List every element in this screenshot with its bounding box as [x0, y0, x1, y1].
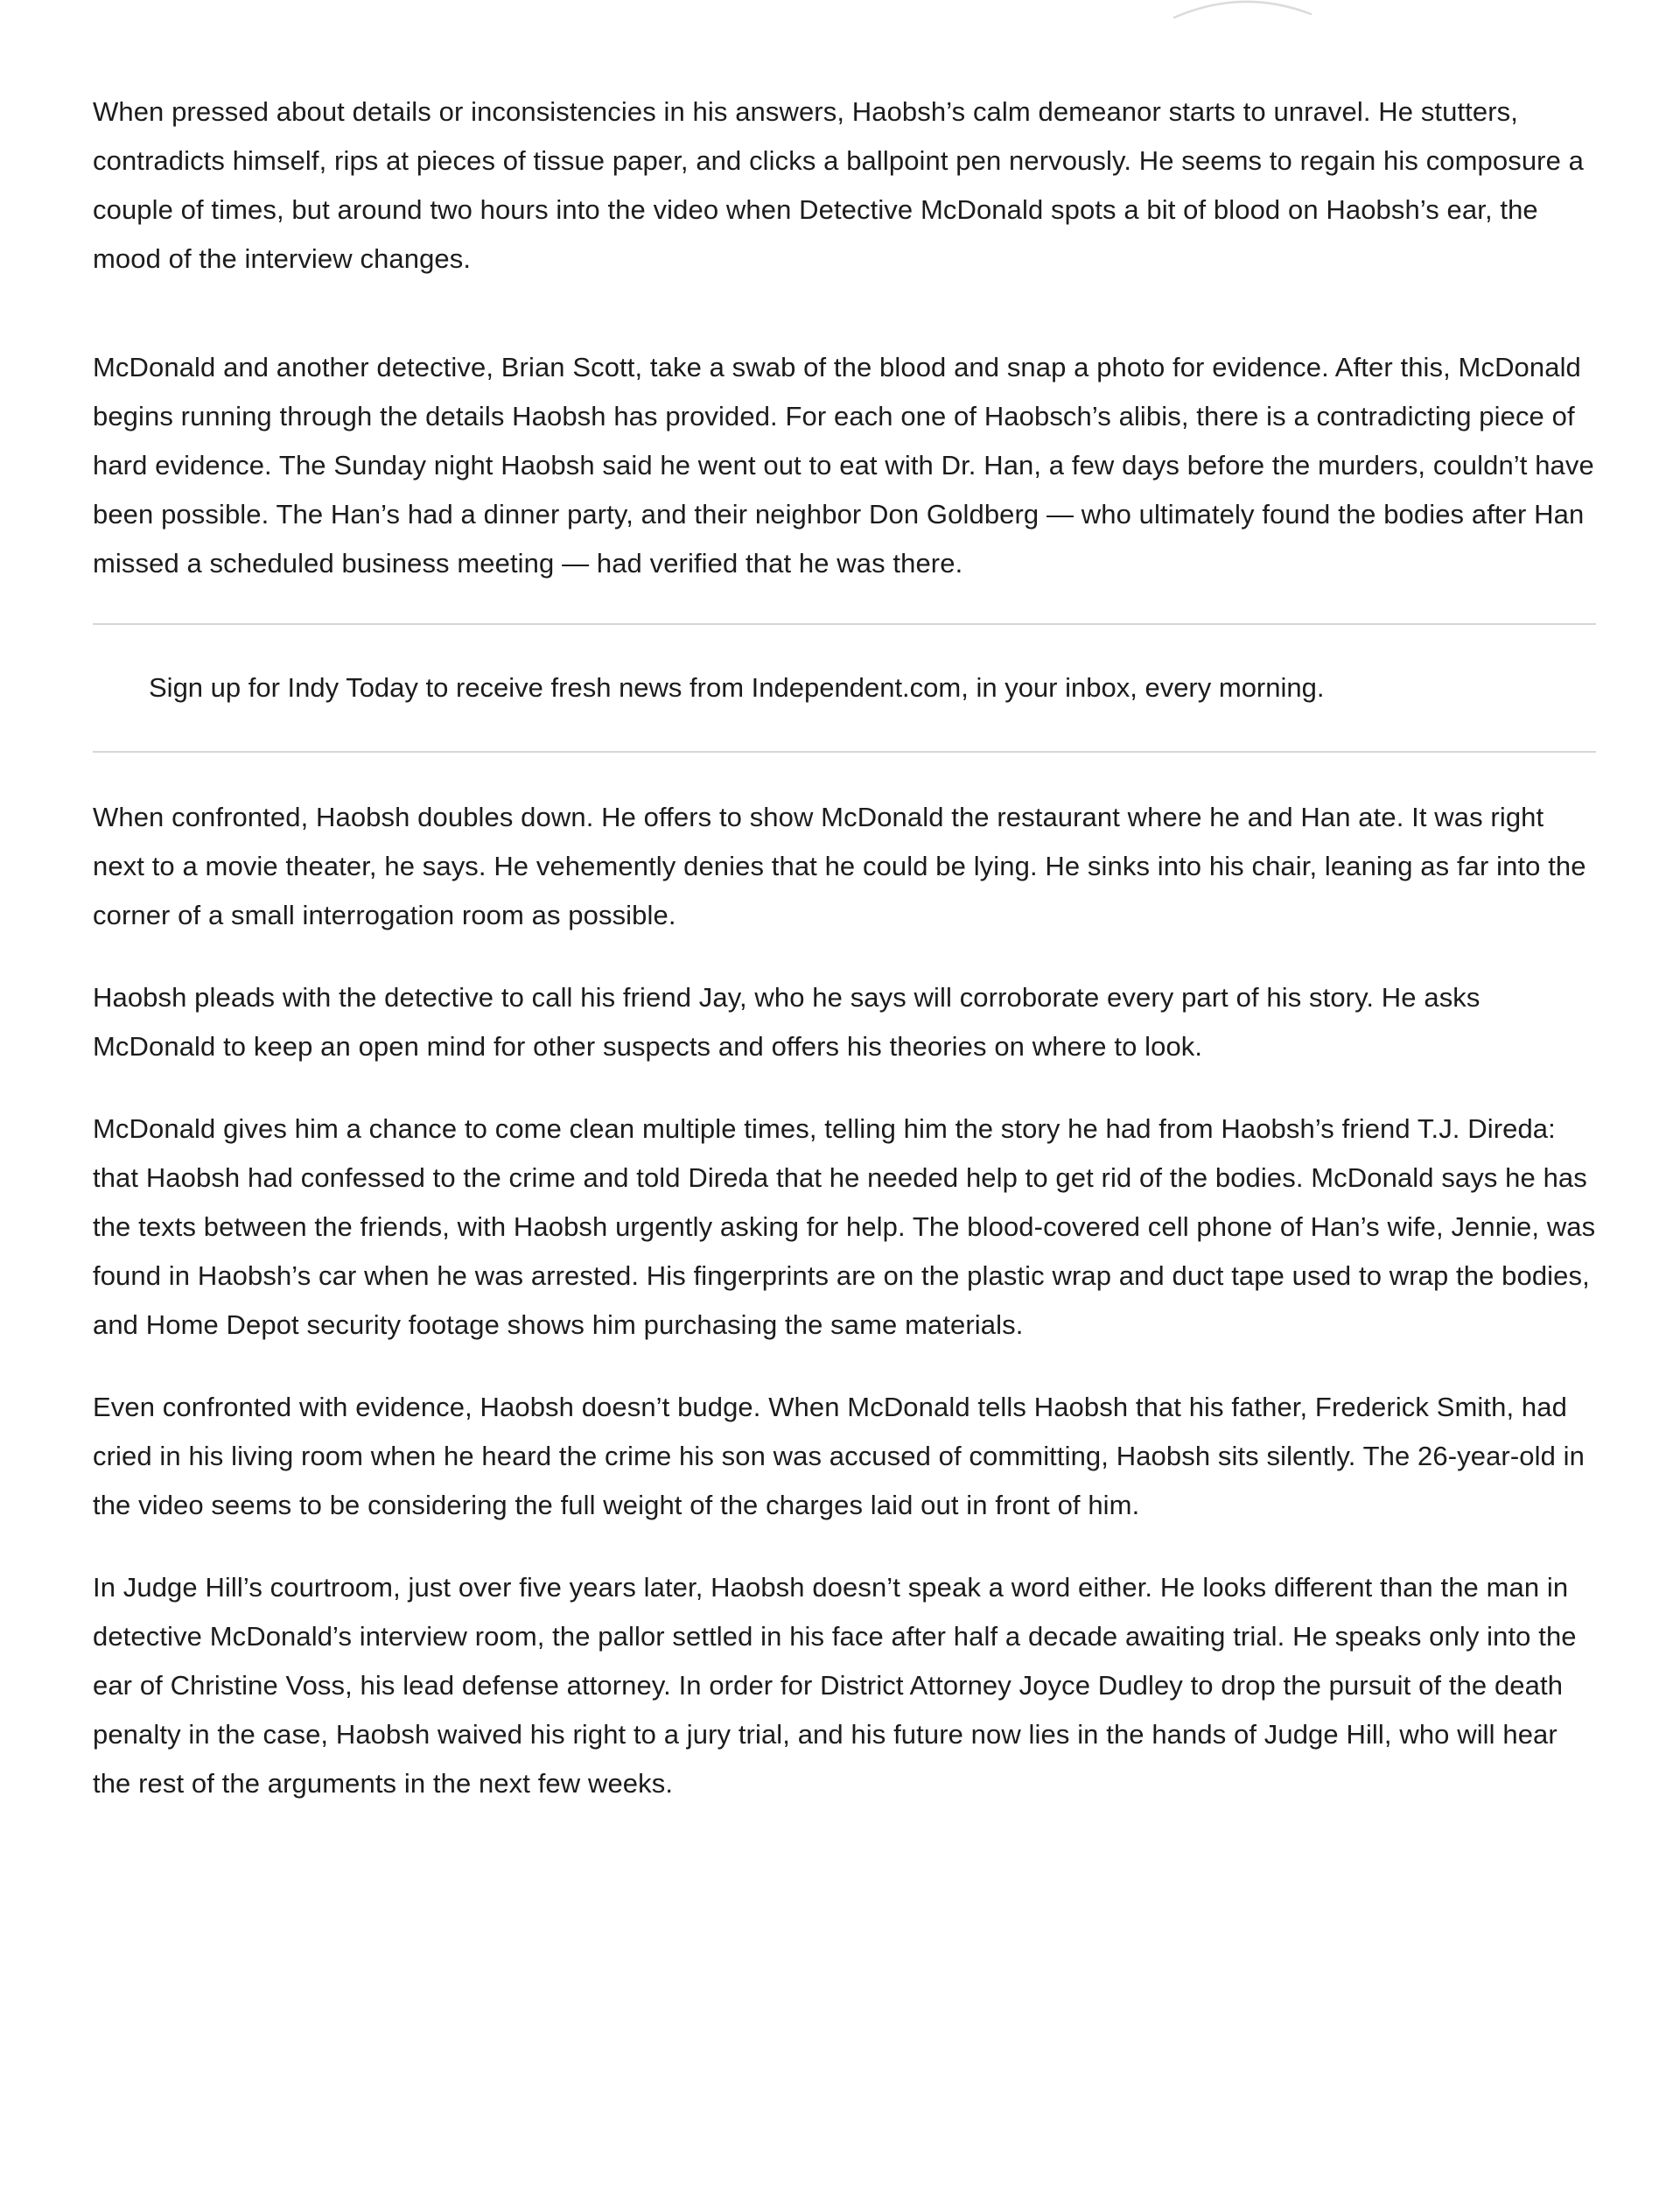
article-paragraph: Haobsh pleads with the detective to call his friend Jay, who he says will corroborate every part of his story. He asks McDonald to keep an open mind for other suspects and offers his theories on where to look. [93, 982, 1480, 1062]
article-paragraph: When pressed about details or inconsistencies in his answers, Haobsh’s calm demeanor starts to unravel. He stutters, contradicts himself, rips at pieces of tissue paper, and clicks a ballpoint pen nervously. He seems to regain his composure a couple of times, but around two hours into the video when Detective McDonald spots a bit of blood on Haobsh’s ear, the mood of the interview changes. [93, 96, 1584, 274]
newsletter-callout [93, 623, 1596, 753]
newsletter-signup-text: Sign up for Indy Today to receive fresh news from Independent.com, in your inbox, every morning. [149, 672, 1325, 703]
article-paragraph: In Judge Hill’s courtroom, just over five years later, Haobsh doesn’t speak a word either. He looks different than the man in detective McDonald’s interview room, the pallor settled in his face after half a decade awaiting trial. He speaks only into the ear of Christine Voss, his lead defense attorney. In order for District Attorney Joyce Dudley to drop the pursuit of the death penalty in the case, Haobsh waived his right to a jury trial, and his future now lies in the hands of Judge Hill, who will hear the rest of the arguments in the next few weeks. [93, 1572, 1577, 1799]
article-paragraph: When confronted, Haobsh doubles down. He offers to show McDonald the restaurant where he and Han ate. It was right next to a movie theater, he says. He vehemently denies that he could be lying. He sinks into his chair, leaning as far into the corner of a small interrogation room as possible. [93, 802, 1586, 930]
article-paragraph: Even confronted with evidence, Haobsh doesn’t budge. When McDonald tells Haobsh that his father, Frederick Smith, had cried in his living room when he heard the crime his son was accused of committing, Haobsh sits silently. The 26-year-old in the video seems to be considering the full weight of the charges laid out in front of him. [93, 1392, 1585, 1520]
article-paragraph: McDonald gives him a chance to come clean multiple times, telling him the story he had from Haobsh’s friend T.J. Direda: that Haobsh had confessed to the crime and told Direda that he needed help to get rid of the bodies. McDonald says he has the texts between the friends, with Haobsh urgently asking for help. The blood-covered cell phone of Han’s wife, Jennie, was found in Haobsh’s car when he was arrested. His fingerprints are on the plastic wrap and duct tape used to wrap the bodies, and Home Depot security footage shows him purchasing the same materials. [93, 1113, 1596, 1340]
article-paragraph: McDonald and another detective, Brian Scott, take a swab of the blood and snap a photo for evidence. After this, McDonald begins running through the details Haobsh has provided. For each one of Haobsch’s alibis, there is a contradicting piece of hard evidence. The Sunday night Haobsh said he went out to eat with Dr. Han, a few days before the murders, couldn’t have been possible. The Han’s had a dinner party, and their neighbor Don Goldberg — who ultimately found the bodies after Han missed a scheduled business meeting — had verified that he was there. [93, 352, 1594, 579]
